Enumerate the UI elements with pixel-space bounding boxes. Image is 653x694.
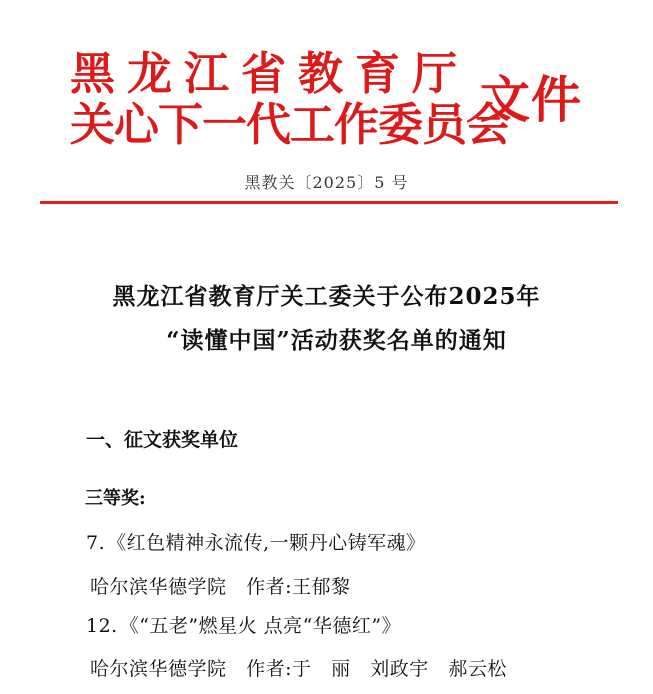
entry-number: 12.: [86, 615, 118, 637]
header-red-rule: [40, 201, 618, 204]
document-type-word: 文件: [480, 70, 582, 129]
entry-meta: 哈尔滨华德学院 作者:王郁黎: [90, 576, 351, 598]
entry-work-title: 《“五老”燃星火 点亮“华德红”》: [119, 615, 402, 637]
entry-title: [86, 528, 426, 555]
section-heading: 一、征文获奖单位: [86, 429, 239, 451]
entry-work-title: 《红色精神永流传,一颗丹心铸军魂》: [107, 532, 426, 554]
notice-title-line2: “读懂中国”活动获奖名单的通知: [166, 327, 507, 354]
entry-meta: 哈尔滨华德学院 作者:于 丽 刘政宇 郝云松: [90, 658, 507, 680]
issuing-org-line2: 关心下一代工作委员会: [70, 98, 511, 151]
issuing-org-line1: 黑龙江省教育厅: [70, 47, 470, 100]
entry-title: [86, 611, 401, 638]
award-level-heading: 三等奖:: [85, 488, 146, 509]
notice-title-line1: 黑龙江省教育厅关工委关于公布2025年: [112, 283, 541, 310]
entry-number: 7.: [86, 532, 106, 554]
document-header: [70, 38, 590, 150]
document-number: 黑教关〔2025〕5 号: [244, 173, 409, 192]
